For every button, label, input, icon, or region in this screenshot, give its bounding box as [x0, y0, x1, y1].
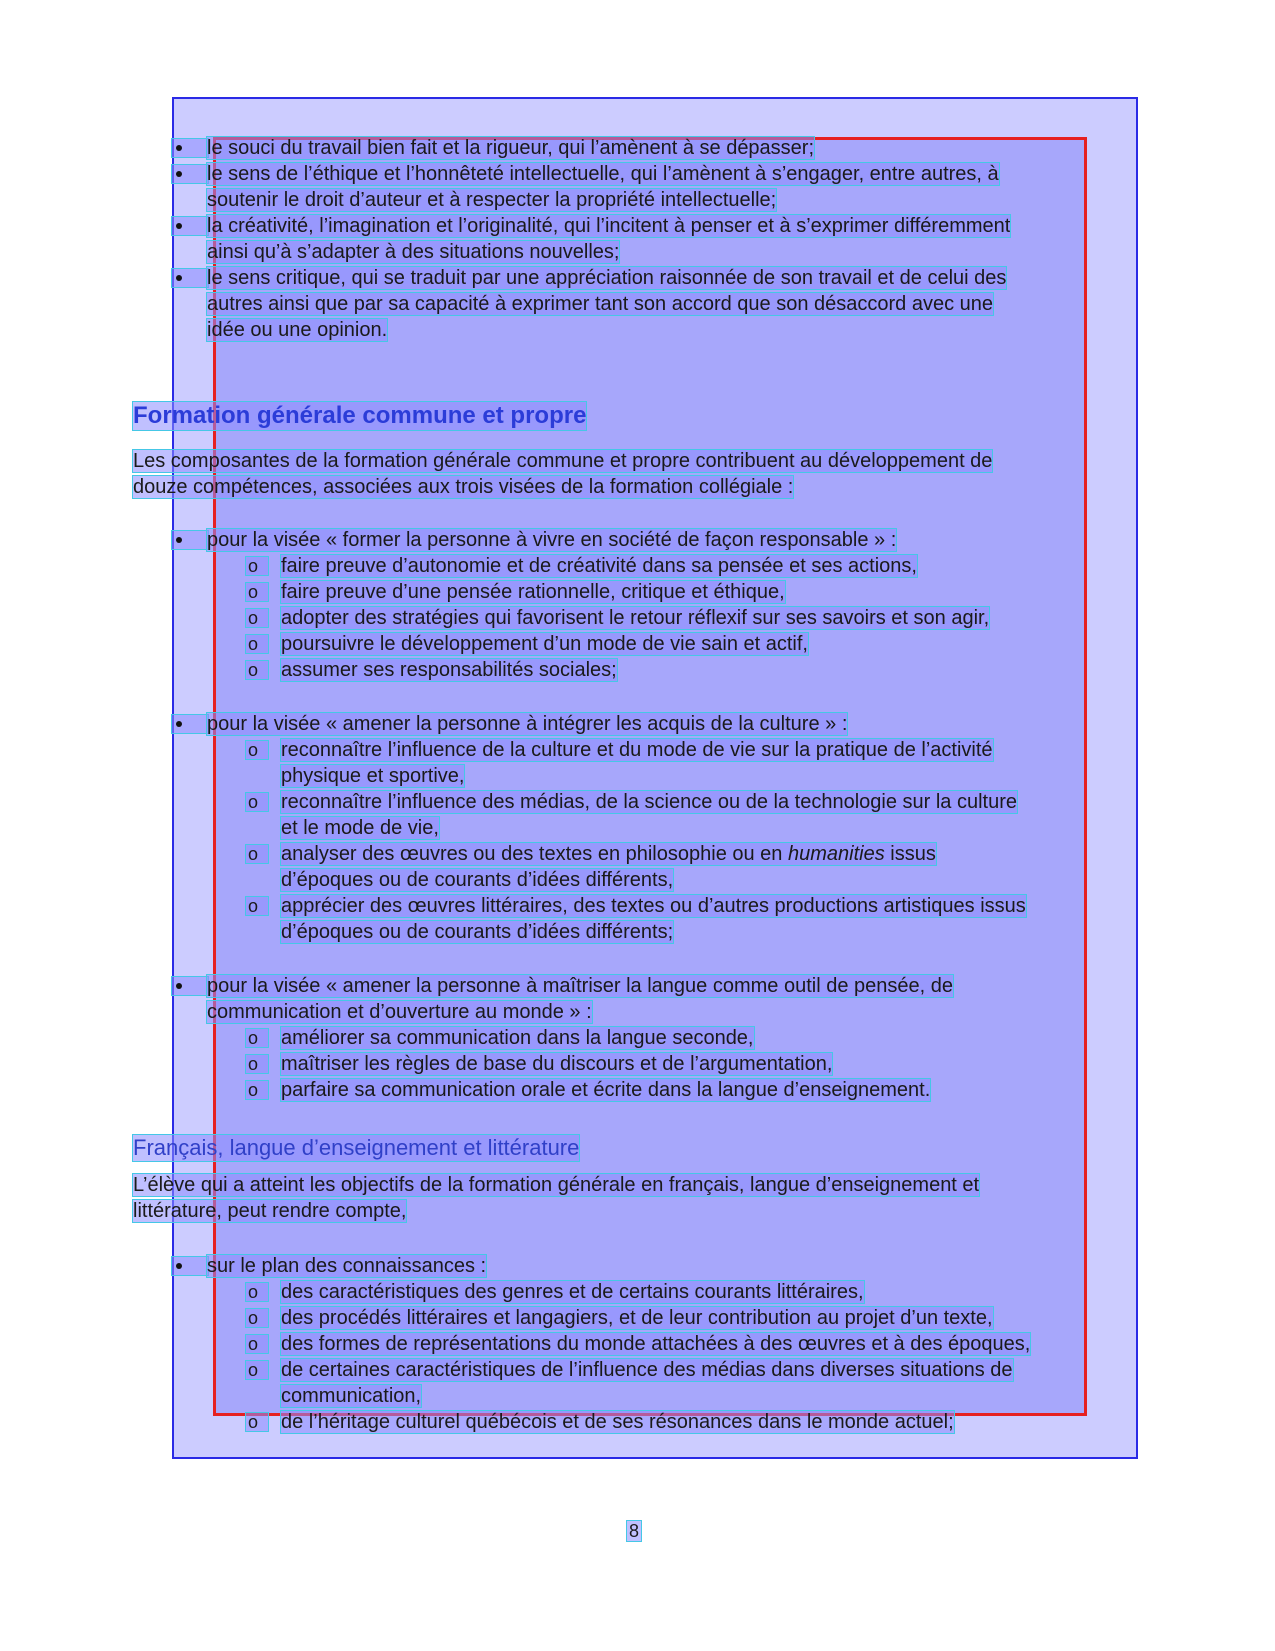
- intro-line: L’élève qui a atteint les objectifs de la formation générale en français, langue d’enseignement et: [133, 1174, 980, 1196]
- group-label-line: pour la visée « former la personne à vivre en société de façon responsable » :: [207, 529, 897, 551]
- sub-item-line: des formes de représentations du monde attachées à des œuvres et à des époques,: [281, 1333, 1031, 1355]
- list-item-line: ainsi qu’à s’adapter à des situations nouvelles;: [207, 241, 620, 263]
- bullet-icon: [172, 217, 208, 235]
- sub-item-line: d’époques ou de courants d’idées différents;: [281, 921, 674, 943]
- bullet-icon: [172, 977, 208, 995]
- sub-item-line: d’époques ou de courants d’idées différents,: [281, 869, 674, 891]
- sub-bullet-icon: o: [246, 1413, 268, 1431]
- sub-bullet-icon: o: [246, 609, 268, 627]
- sub-bullet-icon: o: [246, 557, 268, 575]
- sub-bullet-icon: o: [246, 1283, 268, 1301]
- sub-item-line: améliorer sa communication dans la langue seconde,: [281, 1027, 754, 1049]
- bullet-icon: [172, 531, 208, 549]
- intro-line: Les composantes de la formation générale commune et propre contribuent au développement de: [133, 450, 993, 472]
- sub-item-line: poursuivre le développement d’un mode de vie sain et actif,: [281, 633, 808, 655]
- section-subheading: Français, langue d’enseignement et littérature: [133, 1135, 580, 1160]
- bullet-icon: [172, 269, 208, 287]
- sub-bullet-icon: o: [246, 845, 268, 863]
- sub-bullet-icon: o: [246, 897, 268, 915]
- list-item-line: idée ou une opinion.: [207, 319, 388, 341]
- sub-bullet-icon: o: [246, 661, 268, 679]
- sub-bullet-icon: o: [246, 635, 268, 653]
- group-label-line: pour la visée « amener la personne à intégrer les acquis de la culture » :: [207, 713, 848, 735]
- group-label-line: communication et d’ouverture au monde » :: [207, 1001, 592, 1023]
- sub-item-line: adopter des stratégies qui favorisent le retour réflexif sur ses savoirs et son agir,: [281, 607, 990, 629]
- bullet-icon: [172, 139, 208, 157]
- sub-item-line: de certaines caractéristiques de l’influence des médias dans diverses situations de: [281, 1359, 1013, 1381]
- sub-bullet-icon: o: [246, 741, 268, 759]
- sub-bullet-icon: o: [246, 1335, 268, 1353]
- list-item-line: soutenir le droit d’auteur et à respecter la propriété intellectuelle;: [207, 189, 777, 211]
- sub-bullet-icon: o: [246, 1309, 268, 1327]
- sub-item-line: assumer ses responsabilités sociales;: [281, 659, 617, 681]
- sub-item-line: maîtriser les règles de base du discours et de l’argumentation,: [281, 1053, 833, 1075]
- intro-line: littérature, peut rendre compte,: [133, 1200, 407, 1222]
- sub-item-line: reconnaître l’influence des médias, de la science ou de la technologie sur la culture: [281, 791, 1017, 813]
- sub-bullet-icon: o: [246, 1081, 268, 1099]
- sub-bullet-icon: o: [246, 1361, 268, 1379]
- sub-item-line: et le mode de vie,: [281, 817, 439, 839]
- bullet-icon: [172, 715, 208, 733]
- sub-bullet-icon: o: [246, 583, 268, 601]
- sub-item-line: apprécier des œuvres littéraires, des textes ou d’autres productions artistiques issus: [281, 895, 1026, 917]
- sub-item-line: physique et sportive,: [281, 765, 465, 787]
- sub-item-line: reconnaître l’influence de la culture et du mode de vie sur la pratique de l’activité: [281, 739, 993, 761]
- sub-item-line: communication,: [281, 1385, 422, 1407]
- page-number: 8: [629, 1521, 640, 1541]
- sub-item-line: des procédés littéraires et langagiers, et de leur contribution au projet d’un texte,: [281, 1307, 993, 1329]
- sub-item-line: analyser des œuvres ou des textes en philosophie ou en humanities issus: [281, 843, 936, 865]
- intro-line: douze compétences, associées aux trois visées de la formation collégiale :: [133, 476, 794, 498]
- list-item-line: la créativité, l’imagination et l’originalité, qui l’incitent à penser et à s’exprimer différemment: [207, 215, 1011, 237]
- list-item-line: le sens critique, qui se traduit par une appréciation raisonnée de son travail et de celui des: [207, 267, 1007, 289]
- sub-item-line: faire preuve d’une pensée rationnelle, critique et éthique,: [281, 581, 785, 603]
- group-label-line: sur le plan des connaissances :: [207, 1255, 487, 1277]
- list-item-line: autres ainsi que par sa capacité à exprimer tant son accord que son désaccord avec une: [207, 293, 994, 315]
- list-item-line: le sens de l’éthique et l’honnêteté intellectuelle, qui l’amènent à s’engager, entre autres, à: [207, 163, 999, 185]
- sub-bullet-icon: o: [246, 1029, 268, 1047]
- group-label-line: pour la visée « amener la personne à maîtriser la langue comme outil de pensée, de: [207, 975, 953, 997]
- sub-item-line: de l’héritage culturel québécois et de ses résonances dans le monde actuel;: [281, 1411, 954, 1433]
- sub-item-line: parfaire sa communication orale et écrite dans la langue d’enseignement.: [281, 1079, 931, 1101]
- sub-item-line: des caractéristiques des genres et de certains courants littéraires,: [281, 1281, 864, 1303]
- bullet-icon: [172, 165, 208, 183]
- sub-bullet-icon: o: [246, 793, 268, 811]
- bullet-icon: [172, 1257, 208, 1275]
- section-heading: Formation générale commune et propre: [133, 402, 587, 429]
- sub-bullet-icon: o: [246, 1055, 268, 1073]
- sub-item-line: faire preuve d’autonomie et de créativité dans sa pensée et ses actions,: [281, 555, 917, 577]
- list-item-line: le souci du travail bien fait et la rigueur, qui l’amènent à se dépasser;: [207, 137, 815, 159]
